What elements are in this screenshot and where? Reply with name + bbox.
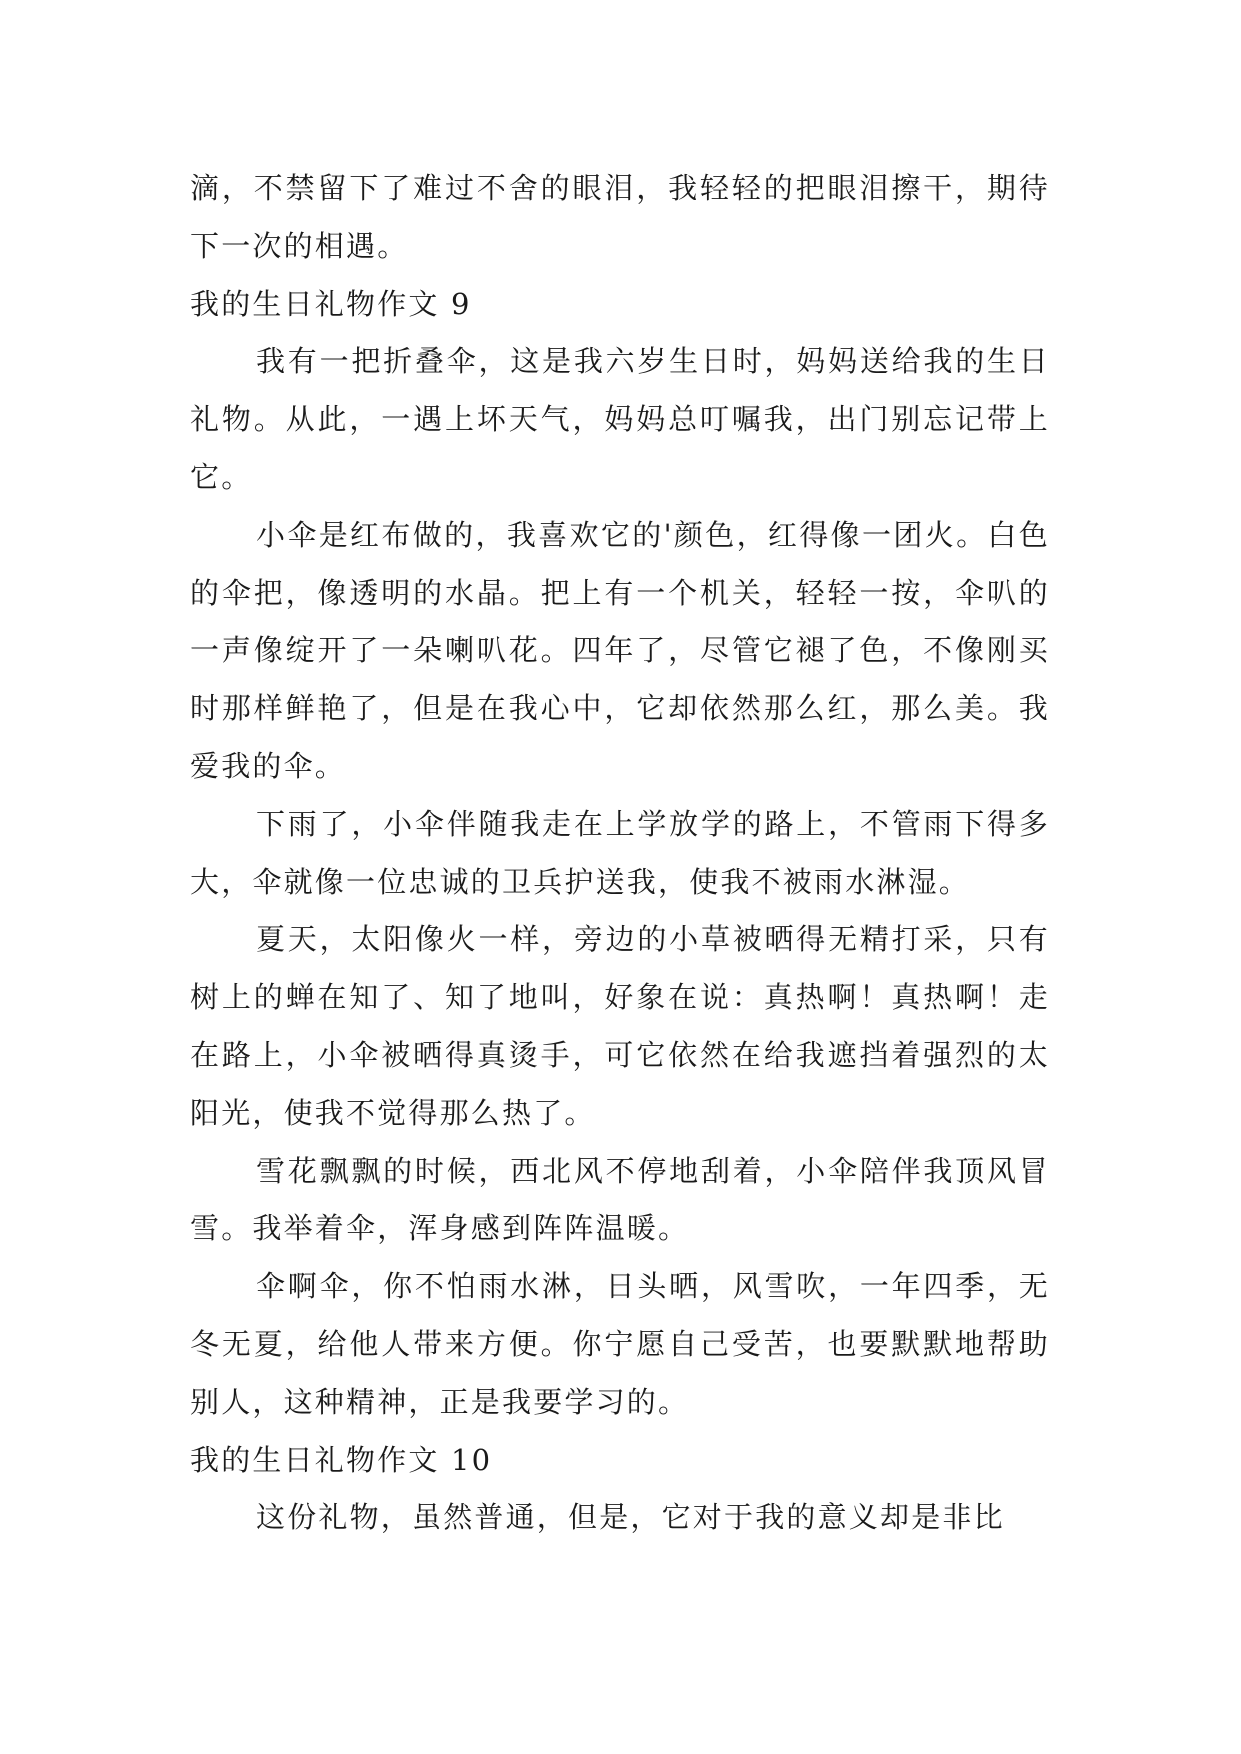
paragraph-rain: 下雨了，小伞伴随我走在上学放学的路上，不管雨下得多大，伞就像一位忠诚的卫兵护送我，使我不被雨水淋湿。 xyxy=(190,806,1050,899)
paragraph-umbrella-gift: 我有一把折叠伞，这是我六岁生日时，妈妈送给我的生日礼物。从此，一遇上坏天气，妈妈总叮嘱我，出门别忘记带上它。 xyxy=(190,344,1050,494)
section-heading-10: 我的生日礼物作文 10 xyxy=(190,1442,493,1477)
paragraph-snow: 雪花飘飘的时候，西北风不停地刮着，小伞陪伴我顶风冒雪。我举着伞，浑身感到阵阵温暖。 xyxy=(190,1153,1050,1246)
section-heading-9: 我的生日礼物作文 9 xyxy=(190,286,472,321)
paragraph-continuation: 滴，不禁留下了难过不舍的眼泪，我轻轻的把眼泪擦干，期待下一次的相遇。 xyxy=(190,171,1050,263)
paragraph-conclusion: 伞啊伞，你不怕雨水淋，日头晒，风雪吹，一年四季，无冬无夏，给他人带来方便。你宁愿自己受苦，也要默默地帮助别人，这种精神，正是我要学习的。 xyxy=(190,1269,1050,1419)
paragraph-umbrella-description: 小伞是红布做的，我喜欢它的'颜色，红得像一团火。白色的伞把，像透明的水晶。把上有一个机关，轻轻一按，伞叭的一声像绽开了一朵喇叭花。四年了，尽管它褪了色，不像刚买时那样鲜艳了，但是在我心中，它却依然那么红，那么美。我爱我的伞。 xyxy=(190,517,1050,783)
paragraph-gift-meaning: 这份礼物，虽然普通，但是，它对于我的意义却是非比 xyxy=(256,1500,1005,1535)
document-body xyxy=(190,160,1050,1547)
paragraph-summer: 夏天，太阳像火一样，旁边的小草被晒得无精打采，只有树上的蝉在知了、知了地叫，好象在说：真热啊！真热啊！走在路上，小伞被晒得真烫手，可它依然在给我遮挡着强烈的太阳光，使我不觉得那么热了。 xyxy=(190,922,1050,1130)
